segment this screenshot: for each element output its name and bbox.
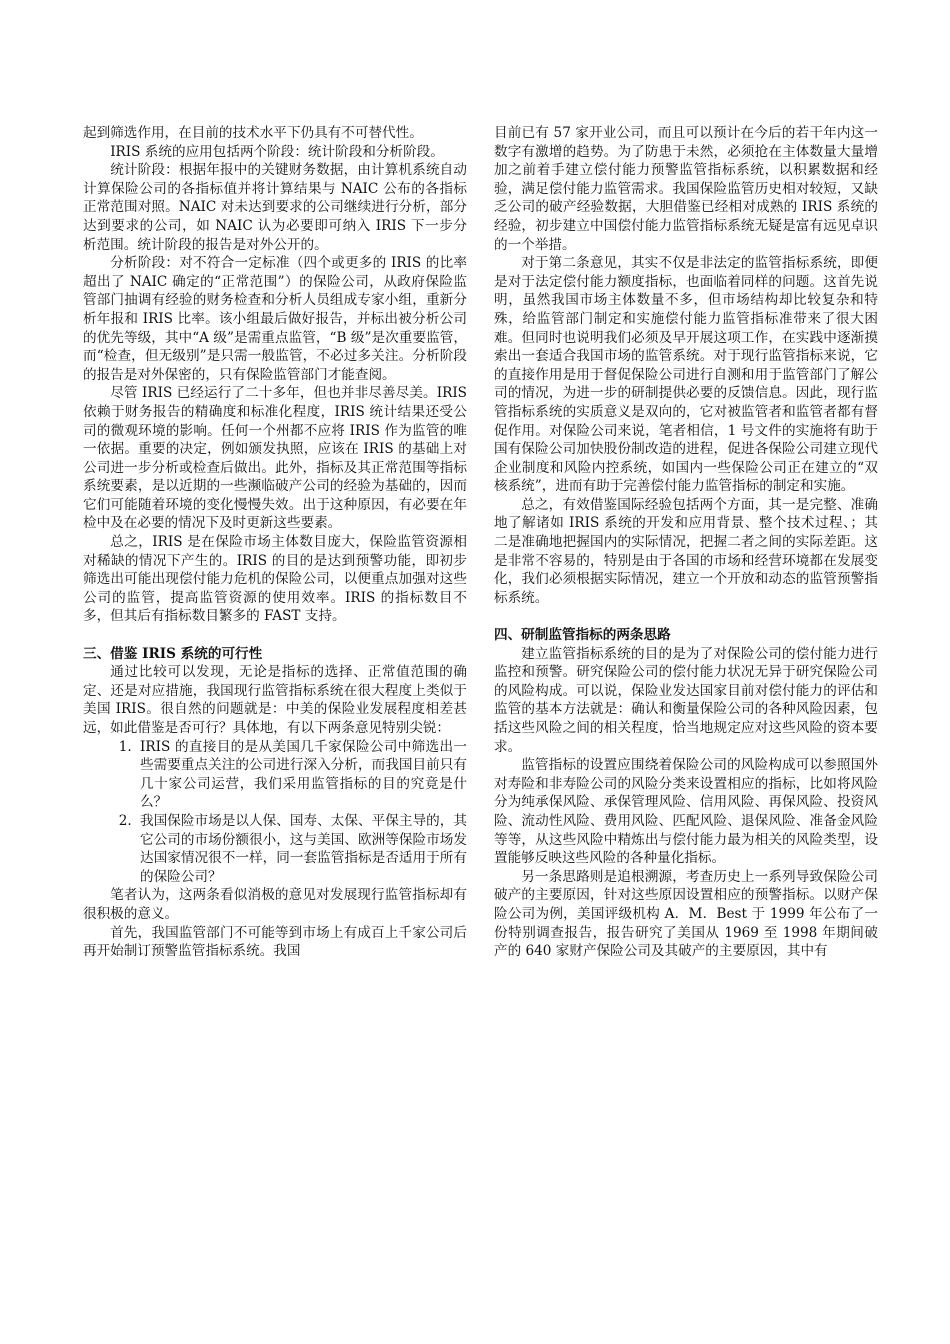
numbered-list [83, 738, 467, 887]
section-spacer [494, 607, 878, 626]
paragraph: 首先，我国监管部门不可能等到市场上有成百上千家公司后再开始制订预警监管指标系统。我国 [83, 924, 467, 960]
section-heading-3: 三、借鉴 IRIS 系统的可行性 [83, 645, 263, 662]
left-column [83, 124, 467, 961]
list-item: 2. 我国保险市场是以人保、国寿、太保、平保主导的，其它公司的市场份额很小，这与美国、欧洲等保险市场发达国家情况很不一样，同一套监管指标是否适用于所有的保险公司？ [136, 812, 467, 886]
right-column [494, 124, 878, 961]
paragraph: 总之，IRIS 是在保险市场主体数目庞大，保险监管资源相对稀缺的情况下产生的。IRIS 的目的是达到预警功能，即初步筛选出可能出现偿付能力危机的保险公司，以便重点加强对这些公司的监管，提高监管资源的使用效率。IRIS 的指标数目不多，但其后有指标数目繁多的 FAST 支持。 [83, 534, 467, 625]
paragraph: 目前已有 57 家开业公司，而且可以预计在今后的若干年内这一数字有激增的趋势。为了防患于未然，必须抢在主体数量大量增加之前着手建立偿付能力预警监管指标系统，以积累数据和经验，满足偿付能力监管需求。我国保险监管历史相对较短，又缺乏公司的破产经验数据，大胆借鉴已经相对成熟的 IRIS 系统的经验，初步建立中国偿付能力监管指标系统无疑是富有远见卓识的一个举措。 [494, 125, 878, 253]
paragraph: 统计阶段：根据年报中的关键财务数据，由计算机系统自动计算保险公司的各指标值并将计算结果与 NAIC 公布的各指标正常范围对照。NAIC 对未达到要求的公司继续进行分析，部分达到要求的公司，如 NAIC 认为必要即可纳入 IRIS 下一步分析范围。统计阶段的报告是对外公开的。 [83, 162, 467, 253]
paragraph: 总之，有效借鉴国际经验包括两个方面，其一是完整、准确地了解诸如 IRIS 系统的开发和应用背景、整个技术过程、；其二是准确地把握国内的实际情况，把握二者之间的实际差距。这是非常不容易的，特别是由于各国的市场和经营环境都在发展变化，我们必须根据实际情况，建立一个开放和动态的监管预警指标系统。 [494, 496, 878, 606]
paragraph: 尽管 IRIS 已经运行了二十多年，但也并非尽善尽美。IRIS 依赖于财务报告的精确度和标准化程度，IRIS 统计结果还受公司的微观环境的影响。任何一个州都不应将 IRIS 作为监管的唯一依据。重要的决定，例如颁发执照，应该在 IRIS 的基础上对公司进一步分析或检查后做出。此外，指标及其正常范围等指标系统要素，是以近期的一些濒临破产公司的经验为基础的，因而它们可能随着环境的变化慢慢失效。出于这种原因，有必要在年检中及在必要的情况下及时更新这些要素。 [83, 385, 467, 532]
paragraph: 另一条思路则是追根溯源，考查历史上一系列导致保险公司破产的主要原因，针对这些原因设置相应的预警指标。以财产保险公司为例，美国评级机构 A．M．Best 于 1999 年公布了一份特别调查报告，报告研究了美国从 1969 至 1998 年期间破产的 640 家财产保险公司及其破产的主要原因，其中有 [494, 868, 878, 960]
paragraph: 通过比较可以发现，无论是指标的选择、正常值范围的确定、还是对应措施，我国现行监管指标系统在很大程度上类似于美国 IRIS。很自然的问题就是：中美的保险业发展程度相差甚远，如此借鉴是否可行？具体地，有以下两条意见特别尖锐： [83, 664, 467, 736]
paragraph: 分析阶段：对不符合一定标准（四个或更多的 IRIS 的比率超出了 NAIC 确定的“正常范围”）的保险公司，从政府保险监管部门抽调有经验的财务检查和分析人员组成专家小组，重新分析年报和 IRIS 比率。该小组最后做好报告，并标出被分析公司的优先等级，其中“A 级”是需重点监管，“B 级”是次重要监管，而“检查，但无级别”是只需一般监管，不必过多关注。分析阶段的报告是对外保密的，只有保险监管部门才能查阅。 [83, 255, 467, 383]
section-heading-4: 四、研制监管指标的两条思路 [494, 627, 671, 644]
paragraph: 对于第二条意见，其实不仅是非法定的监管指标系统，即便是对于法定偿付能力额度指标，也面临着同样的问题。这首先说明，虽然我国市场主体数量不多，但市场结构却比较复杂和特殊，给监管部门制定和实施偿付能力监管指标准带来了很大困难。但同时也说明我们必须及早开展这项工作，在实践中逐渐摸索出一套适合我国市场的监管系统。对于现行监管指标来说，它的直接作用是用于督促保险公司进行自测和用于监管部门了解公司的情况，为进一步的研制提供必要的反馈信息。因此，现行监管指标系统的实质意义是双向的，它对被监管者和监管者都有督促作用。对保险公司来说，笔者相信，1 号文件的实施将有助于国有保险公司加快股份制改造的进程，促进各保险公司建立现代企业制度和风险内控系统，如国内一些保险公司正在建立的“双核系统”，进而有助于完善偿付能力监管指标的制定和实施。 [494, 255, 878, 495]
paragraph: 建立监管指标系统的目的是为了对保险公司的偿付能力进行监控和预警。研究保险公司的偿付能力状况无异于研究保险公司的风险构成。可以说，保险业发达国家目前对偿付能力的评估和监管的基本方法就是：确认和衡量保险公司的各种风险因素，包括这些风险之间的相关程度，恰当地规定应对这些风险的资本要求。 [494, 645, 878, 755]
paragraph: IRIS 系统的应用包括两个阶段：统计阶段和分析阶段。 [110, 143, 444, 160]
paragraph: 起到筛选作用，在目前的技术水平下仍具有不可替代性。 [83, 125, 423, 141]
section-spacer [83, 626, 467, 645]
list-item: 1. IRIS 的直接目的是从美国几千家保险公司中筛选出一些需要重点关注的公司进行深入分析，而我国目前只有几十家公司运营，我们采用监管指标的目的究竟是什么？ [136, 738, 467, 812]
paragraph: 监管指标的设置应围绕着保险公司的风险构成可以参照国外对寿险和非寿险公司的风险分类来设置相应的指标，比如将风险分为纯承保风险、承保管理风险、信用风险、再保风险、投资风险、流动性风险、费用风险、匹配风险、退保风险、准备金风险等等，从这些风险中精炼出与偿付能力最为相关的风险类型，设置能够反映这些风险的各种量化指标。 [494, 757, 878, 867]
paragraph: 笔者认为，这两条看似消极的意见对发展现行监管指标却有很积极的意义。 [83, 887, 467, 922]
